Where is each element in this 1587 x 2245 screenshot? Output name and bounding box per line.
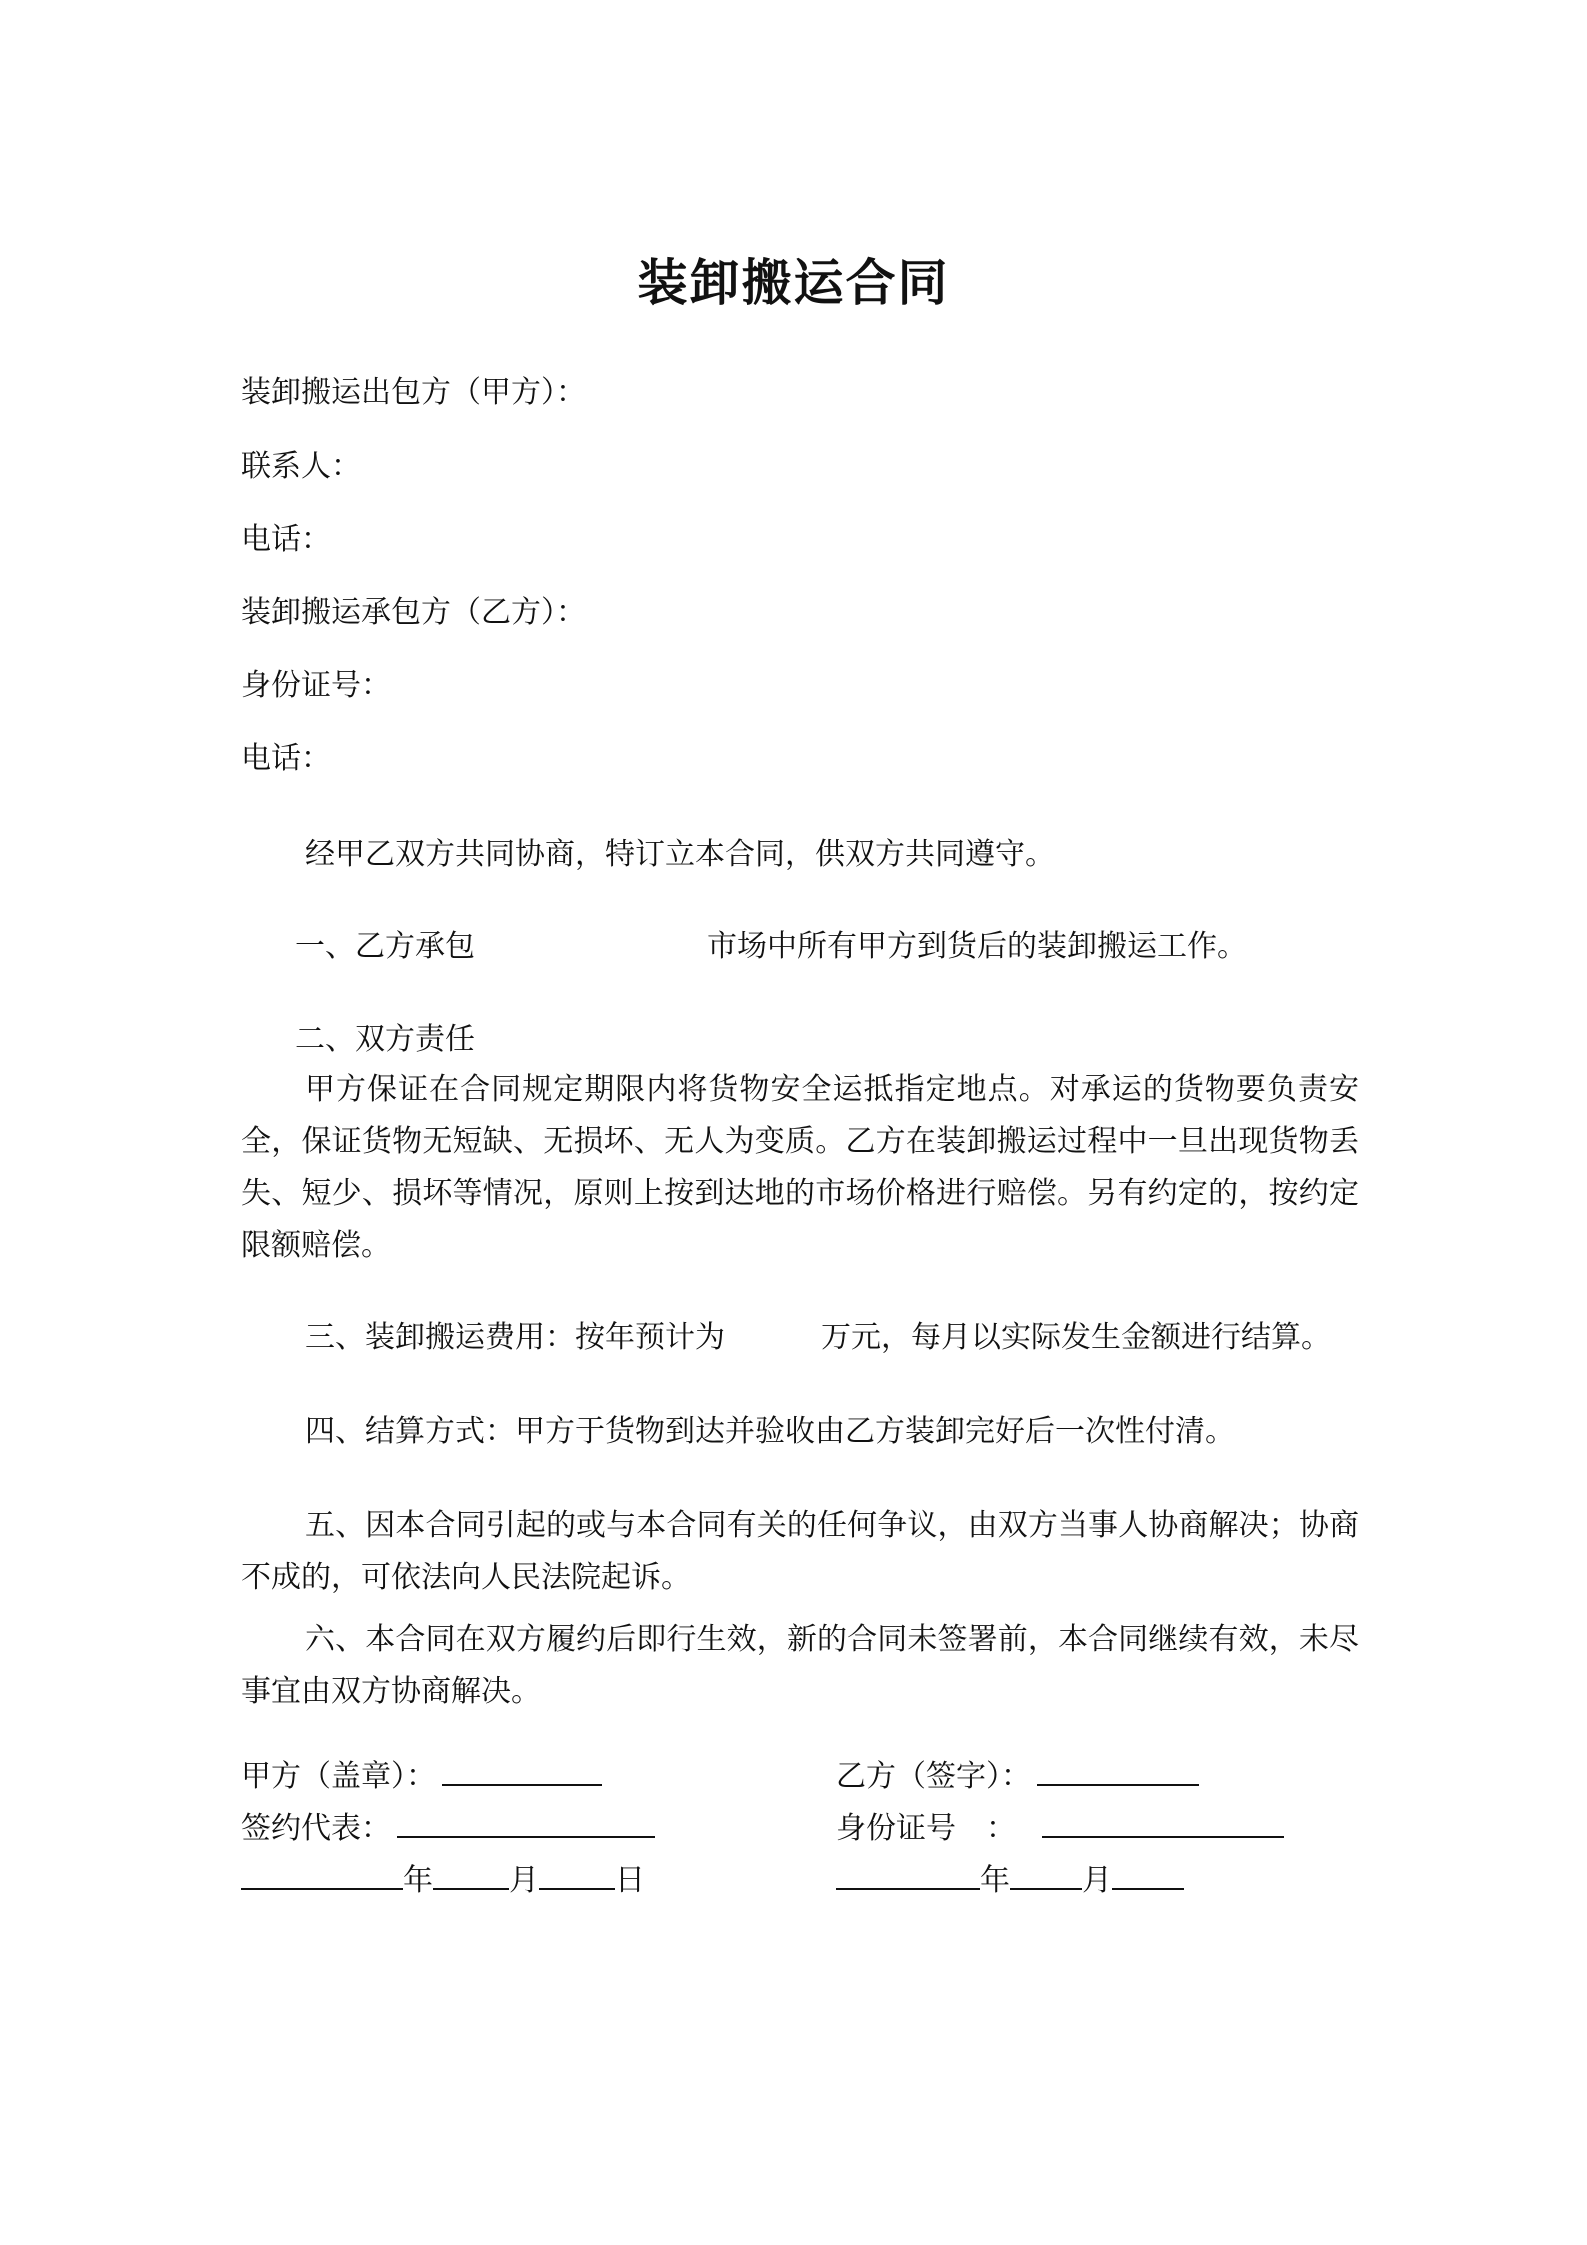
document-title: 装卸搬运合同 — [637, 253, 950, 312]
clause-3 — [305, 1316, 1331, 1360]
party-a-seal-label: 甲方（盖章）： — [241, 1759, 436, 1794]
party-a-rep-blank[interactable] — [397, 1806, 655, 1838]
clause-3-start: 三、装卸搬运费用：按年预计为 — [305, 1320, 725, 1355]
party-a-seal-blank[interactable] — [442, 1754, 602, 1786]
party-b-sign-label: 乙方（签字）： — [836, 1759, 1031, 1794]
clause-2-text: 甲方保证在合同规定期限内将货物安全运抵指定地点。对承运的货物要负责安全，保证货物无短缺、无损坏、无人为变质。乙方在装卸搬运过程中一旦出现货物丢失、短少、损坏等情况，原则上按到达地的市场价格进行赔偿。另有约定的，按约定限额赔偿。 — [241, 1072, 1359, 1263]
phone-a-field: 电话： — [241, 522, 331, 557]
party-b-id-blank[interactable] — [1042, 1806, 1284, 1838]
party-a-day-blank[interactable] — [539, 1858, 615, 1890]
contact-field: 联系人： — [241, 449, 361, 484]
clause-3-end: 万元，每月以实际发生金额进行结算。 — [821, 1320, 1331, 1355]
party-a-year-blank[interactable] — [241, 1858, 403, 1890]
clause-5: 五、因本合同引起的或与本合同有关的任何争议，由双方当事人协商解决；协商不成的，可依法向人民法院起诉。 — [241, 1508, 1359, 1595]
party-b-date-line — [836, 1858, 1184, 1903]
intro-paragraph: 经甲乙双方共同协商，特订立本合同，供双方共同遵守。 — [305, 837, 1055, 872]
month-label-a: 月 — [509, 1863, 539, 1898]
clause-6: 六、本合同在双方履约后即行生效，新的合同未签署前，本合同继续有效，未尽事宜由双方协商解决。 — [241, 1622, 1359, 1709]
party-b-month-blank[interactable] — [1010, 1858, 1082, 1890]
clause-1 — [295, 925, 1247, 969]
clause-1-end: 市场中所有甲方到货后的装卸搬运工作。 — [707, 929, 1247, 964]
party-a-date-line — [241, 1858, 645, 1903]
party-a-seal-line — [241, 1754, 602, 1799]
party-b-id-label: 身份证号 ： — [836, 1811, 1016, 1846]
year-label-a: 年 — [403, 1863, 433, 1898]
clause-2-heading: 二、双方责任 — [295, 1022, 475, 1057]
clause-1-start: 一、乙方承包 — [295, 929, 475, 964]
day-label-a: 日 — [615, 1863, 645, 1898]
party-a-rep-line — [241, 1806, 655, 1851]
clause-4: 四、结算方式：甲方于货物到达并验收由乙方装卸完好后一次性付清。 — [305, 1414, 1235, 1449]
party-b-sign-blank[interactable] — [1037, 1754, 1199, 1786]
party-b-field: 装卸搬运承包方（乙方）： — [241, 595, 586, 630]
month-label-b: 月 — [1082, 1863, 1112, 1898]
party-b-sign-line — [836, 1754, 1199, 1799]
party-b-id-line — [836, 1806, 1284, 1851]
id-number-field: 身份证号： — [241, 668, 391, 703]
phone-b-field: 电话： — [241, 741, 331, 776]
year-label-b: 年 — [980, 1863, 1010, 1898]
party-a-month-blank[interactable] — [433, 1858, 509, 1890]
party-a-field: 装卸搬运出包方（甲方）： — [241, 375, 586, 410]
party-a-rep-label: 签约代表： — [241, 1811, 391, 1846]
party-b-year-blank[interactable] — [836, 1858, 980, 1890]
party-b-day-blank[interactable] — [1112, 1858, 1184, 1890]
